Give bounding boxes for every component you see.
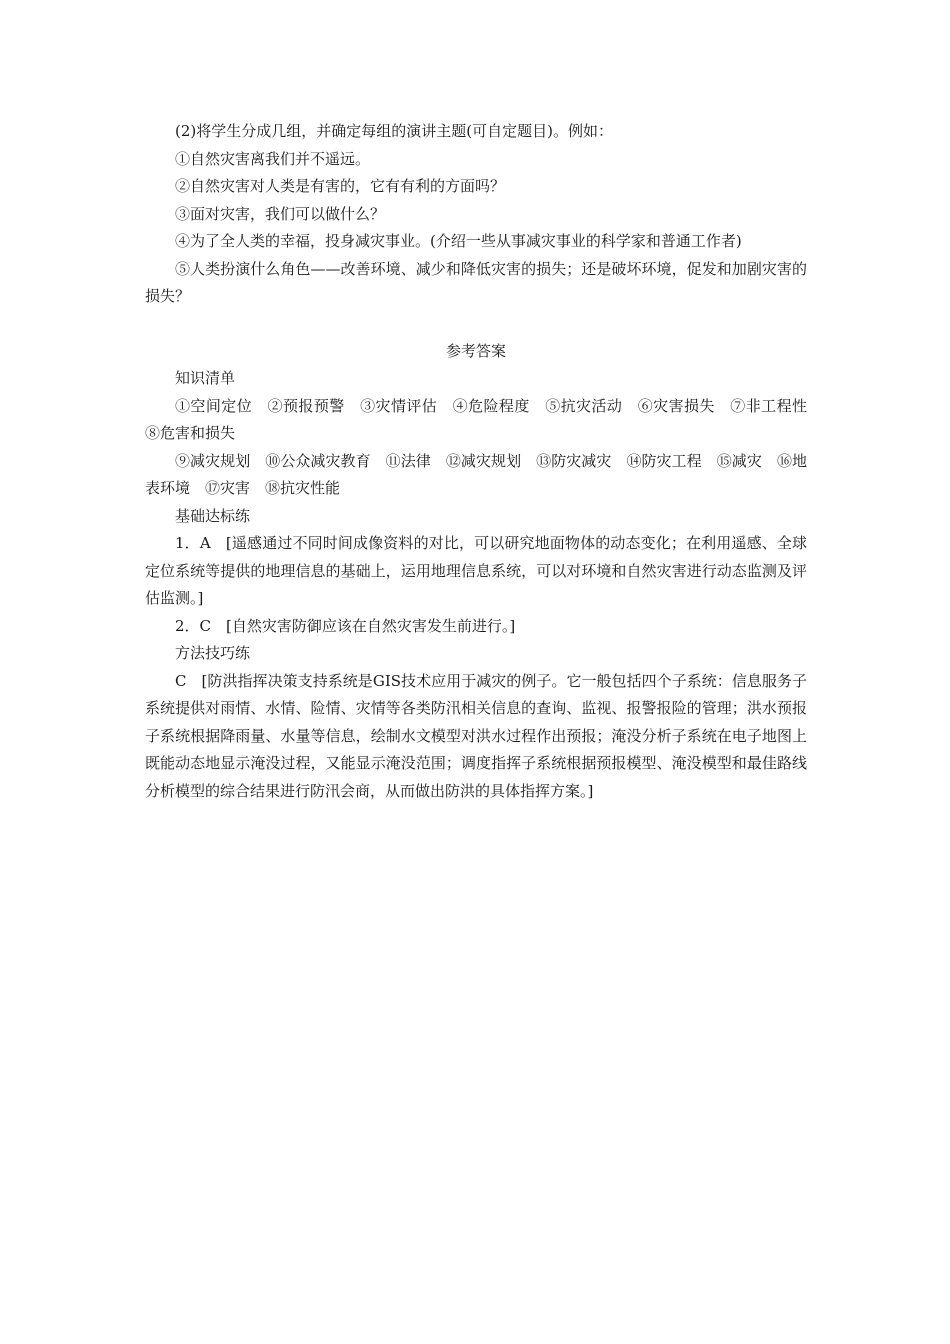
knowledge-heading: 知识清单	[175, 369, 236, 387]
knowledge-answers-2: ⑨减灾规划 ⑩公众减灾教育 ⑪法律 ⑫减灾规划 ⑬防灾减灾 ⑭防灾工程 ⑮减灾 ⑯地表环境 ⑰灾害 ⑱抗灾性能	[145, 451, 807, 497]
basic-answer-2: 2．C [自然灾害防御应该在自然灾害发生前进行。]	[175, 616, 516, 635]
topic-item-5: ⑤人类扮演什么角色——改善环境、减少和降低灾害的损失；还是破坏环境，促发和加剧灾害的损失？	[145, 259, 807, 305]
method-practice-heading: 方法技巧练	[175, 644, 251, 662]
knowledge-answers-1: ①空间定位 ②预报预警 ③灾情评估 ④危险程度 ⑤抗灾活动 ⑥灾害损失 ⑦非工程性 ⑧危害和损失	[145, 396, 823, 442]
answers-title: 参考答案	[445, 341, 506, 360]
topic-item-4: ④为了全人类的幸福，投身减灾事业。(介绍一些从事减灾事业的科学家和普通工作者)	[175, 232, 742, 250]
document-body	[145, 118, 823, 805]
method-answer: C [防洪指挥决策支持系统是GIS技术应用于减灾的例子。它一般包括四个子系统：信息服务子系统提供对雨情、水情、险情、灾情等各类防汛相关信息的查询、监视、报警报险的管理；洪水预报子系统根据降雨量、水量等信息，绘制水文模型对洪水过程作出预报；淹没分析子系统在电子地图上既能动态地显示淹没过程，又能显示淹没范围；调度指挥子系统根据预报模型、淹没模型和最佳路线分析模型的综合结果进行防汛会商，从而做出防洪的具体指挥方案。]	[145, 671, 807, 800]
topic-item-3: ③面对灾害，我们可以做什么？	[175, 204, 386, 223]
speech-topics-intro: (2)将学生分成几组，并确定每组的演讲主题(可自定题目)。例如：	[175, 122, 613, 140]
topic-item-2: ②自然灾害对人类是有害的，它有有利的方面吗？	[175, 177, 506, 195]
basic-practice-heading: 基础达标练	[175, 506, 251, 525]
basic-answer-1: 1．A [遥感通过不同时间成像资料的对比，可以研究地面物体的动态变化；在利用遥感、全球定位系统等提供的地理信息的基础上，运用地理信息系统，可以对环境和自然灾害进行动态监测及评估监测。]	[145, 534, 807, 607]
topic-item-1: ①自然灾害离我们并不遥远。	[175, 149, 371, 168]
